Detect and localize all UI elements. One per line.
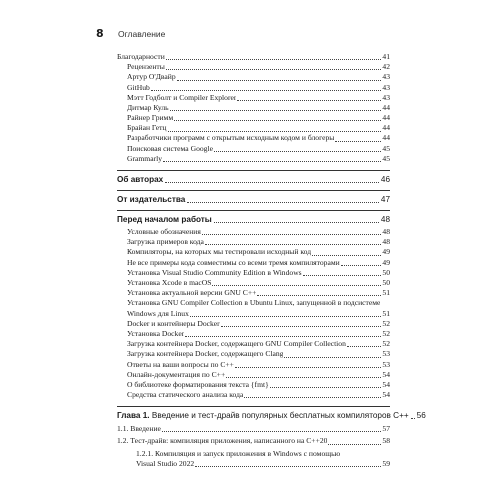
section-about-publisher[interactable]: [117, 194, 390, 205]
chapter-title: Введение и тест-драйв популярных бесплатных компиляторов C++: [151, 411, 409, 421]
section-title: От издательства: [117, 195, 186, 205]
toc-entry[interactable]: [117, 247, 390, 257]
toc-entry-page: 54: [382, 390, 390, 400]
section-page: 47: [380, 195, 390, 205]
toc-entry-title: Установка актуальной версии GNU C++: [127, 288, 257, 298]
toc-entry-title: Не все примеры кода совместимы со всеми тремя компиляторами: [127, 257, 340, 267]
toc-entry-page: 53: [382, 359, 390, 369]
page-number: 8: [96, 27, 104, 40]
toc-entry[interactable]: [117, 52, 390, 62]
toc-entry-title: Райнер Гримм: [127, 113, 174, 123]
toc-entry[interactable]: [117, 123, 390, 133]
toc-entry-title: Компиляторы, на которых мы тестировали исходный код: [127, 247, 312, 257]
dot-leader: [187, 201, 379, 203]
toc-entry-page: 45: [382, 143, 390, 153]
section-before-start[interactable]: [117, 214, 390, 225]
toc-entry-page: 44: [382, 123, 390, 133]
toc-entry[interactable]: [117, 154, 390, 164]
section-title: Об авторах: [117, 175, 164, 185]
toc-entry[interactable]: [117, 436, 390, 446]
toc-entry-page: 48: [382, 237, 390, 247]
toc-entry[interactable]: [117, 237, 390, 247]
toc-entry-page: 44: [382, 102, 390, 112]
toc-entry-page: 49: [382, 247, 390, 257]
chapter-number: Глава 1.: [117, 411, 150, 421]
dot-leader: [303, 274, 382, 276]
chapter-page: 56: [416, 411, 426, 421]
toc-entry-page: 50: [382, 267, 390, 277]
toc-entry-page: 52: [382, 318, 390, 328]
toc-entry-title: Мэтт Годболт и Compiler Explorer: [127, 92, 237, 102]
toc-entry-title: Благодарности: [117, 52, 165, 61]
toc-entry-title: Установка Xcode в macOS: [127, 278, 212, 287]
toc-entry-title: Ответы на ваши вопросы по C++: [127, 359, 234, 369]
toc-entry[interactable]: [117, 449, 390, 469]
toc-entry-title-line1: 1.2.1. Компиляция и запуск приложения в Windows с помощью: [136, 448, 341, 458]
toc-entry[interactable]: [117, 103, 390, 113]
dot-leader: [162, 430, 382, 432]
toc-entry[interactable]: [117, 390, 390, 400]
toc-entry-title-line1: Установка GNU Compiler Collection в Ubuntu Linux, запущенной в подсистеме: [127, 298, 381, 308]
toc-entry-page: 42: [382, 62, 390, 72]
toc-entry-page: 49: [382, 257, 390, 267]
toc-entry[interactable]: [117, 227, 390, 237]
section-page: 48: [380, 215, 390, 225]
toc-entry-title: Docker и контейнеры Docker: [127, 318, 220, 328]
toc-entry[interactable]: [117, 268, 390, 278]
dot-leader: [237, 99, 381, 101]
toc-entry[interactable]: [117, 319, 390, 329]
toc-entry[interactable]: [117, 83, 390, 93]
section-title: Перед началом работы: [117, 215, 212, 225]
toc-entry-page: 44: [382, 113, 390, 123]
toc-entry[interactable]: [117, 134, 390, 144]
toc-entry[interactable]: [117, 278, 390, 288]
toc-entry[interactable]: [117, 360, 390, 370]
toc-entry-page: 50: [382, 278, 390, 287]
dot-leader: [214, 221, 379, 223]
running-head: Оглавление: [118, 29, 166, 39]
toc-entry[interactable]: [117, 144, 390, 154]
dot-leader: [163, 160, 381, 162]
dot-leader: [411, 417, 415, 419]
dot-leader: [270, 386, 382, 388]
toc-entry[interactable]: [117, 380, 390, 390]
toc-entry[interactable]: [117, 424, 390, 434]
toc-entry-title: 1.1. Введение: [117, 424, 161, 434]
toc-entry-page: 43: [382, 72, 390, 82]
table-of-contents: [117, 52, 426, 469]
toc-entry[interactable]: [117, 113, 390, 123]
toc-entry-title: Поисковая система Google: [127, 143, 213, 153]
toc-entry[interactable]: [117, 349, 390, 359]
dot-leader: [235, 366, 381, 368]
toc-entry-page: 59: [382, 458, 390, 468]
dot-leader: [244, 396, 381, 398]
toc-entry[interactable]: [117, 62, 390, 72]
dot-leader: [166, 58, 382, 60]
dot-leader: [341, 264, 382, 266]
toc-entry-title-line2: Visual Studio 2022: [136, 458, 195, 468]
toc-entry-title: 1.2. Тест-драйв: компиляция приложения, написанного на C++20: [117, 436, 328, 446]
section-page: 46: [380, 175, 390, 185]
toc-entry[interactable]: [117, 288, 390, 298]
dot-leader: [328, 443, 381, 445]
toc-entry-title: Условные обозначения: [127, 227, 201, 237]
dot-leader: [174, 119, 381, 121]
toc-entry-title: Брайан Гетц: [127, 123, 167, 133]
toc-entry-title: Загрузка контейнера Docker, содержащего Clang: [127, 349, 284, 359]
toc-entry-title: Установка Docker: [127, 328, 185, 338]
page-header: [96, 27, 396, 41]
toc-entry[interactable]: [117, 370, 390, 380]
dot-leader: [195, 465, 381, 467]
toc-entry-page: 54: [382, 379, 390, 389]
dot-leader: [335, 140, 381, 142]
toc-entry-page: 51: [382, 288, 390, 298]
toc-entry-title: Установка Visual Studio Community Edition в Windows: [127, 267, 302, 277]
dot-leader: [221, 325, 382, 327]
toc-entry-page: 52: [382, 339, 390, 349]
toc-entry-page: 52: [382, 328, 390, 338]
dot-leader: [202, 233, 382, 235]
toc-entry[interactable]: [117, 258, 390, 268]
dot-leader: [257, 294, 381, 296]
toc-entry-title-line2: Windows для Linux: [127, 308, 189, 318]
toc-entry-title: Средства статического анализа кода: [127, 390, 244, 400]
chapter-1-heading[interactable]: [117, 410, 426, 421]
toc-entry-title: Grammarly: [127, 153, 163, 163]
dot-leader: [151, 89, 382, 91]
toc-entry[interactable]: [117, 329, 390, 339]
dot-leader: [312, 254, 381, 256]
toc-entry-page: 44: [382, 133, 390, 143]
toc-entry-page: 57: [382, 424, 390, 434]
toc-entry-page: 43: [382, 92, 390, 102]
toc-entry-title: Разработчики программ с открытым исходным кодом и блогеры: [127, 133, 335, 143]
dot-leader: [347, 345, 382, 347]
dot-leader: [165, 181, 379, 183]
toc-entry-page: 51: [382, 308, 390, 318]
toc-entry-title: GitHub: [127, 82, 150, 92]
toc-entry-page: 54: [382, 369, 390, 379]
toc-entry[interactable]: [117, 298, 390, 318]
dot-leader: [185, 335, 381, 337]
toc-entry-page: 43: [382, 82, 390, 92]
toc-entry-title: Загрузка примеров кода: [127, 237, 204, 247]
toc-entry-page: 53: [382, 349, 390, 359]
toc-entry-page: 48: [382, 227, 390, 237]
dot-leader: [284, 356, 381, 358]
toc-entry-title: Загрузка контейнера Docker, содержащего GNU Compiler Collection: [127, 339, 346, 349]
dot-leader: [212, 284, 381, 286]
dot-leader: [166, 68, 382, 70]
toc-entry-title: Артур О'Двайр: [127, 72, 176, 82]
section-about-authors[interactable]: [117, 174, 390, 185]
toc-entry-page: 45: [382, 153, 390, 163]
toc-entry[interactable]: [117, 93, 390, 103]
dot-leader: [170, 109, 382, 111]
toc-entry[interactable]: [117, 339, 390, 349]
toc-entry-title: Рецензенты: [127, 62, 165, 72]
dot-leader: [168, 130, 382, 132]
dot-leader: [214, 150, 381, 152]
toc-entry-title: Дитмар Куль: [127, 102, 169, 112]
dot-leader: [177, 79, 382, 81]
dot-leader: [205, 243, 381, 245]
toc-entry-page: 58: [382, 436, 390, 446]
toc-entry-title: О библиотеке форматирования текста {fmt}: [127, 379, 269, 389]
toc-entry[interactable]: [117, 72, 390, 82]
dot-leader: [190, 315, 382, 317]
dot-leader: [226, 376, 381, 378]
toc-entry-title: Онлайн-документация по C++: [127, 369, 226, 379]
toc-entry-page: 41: [382, 52, 390, 61]
